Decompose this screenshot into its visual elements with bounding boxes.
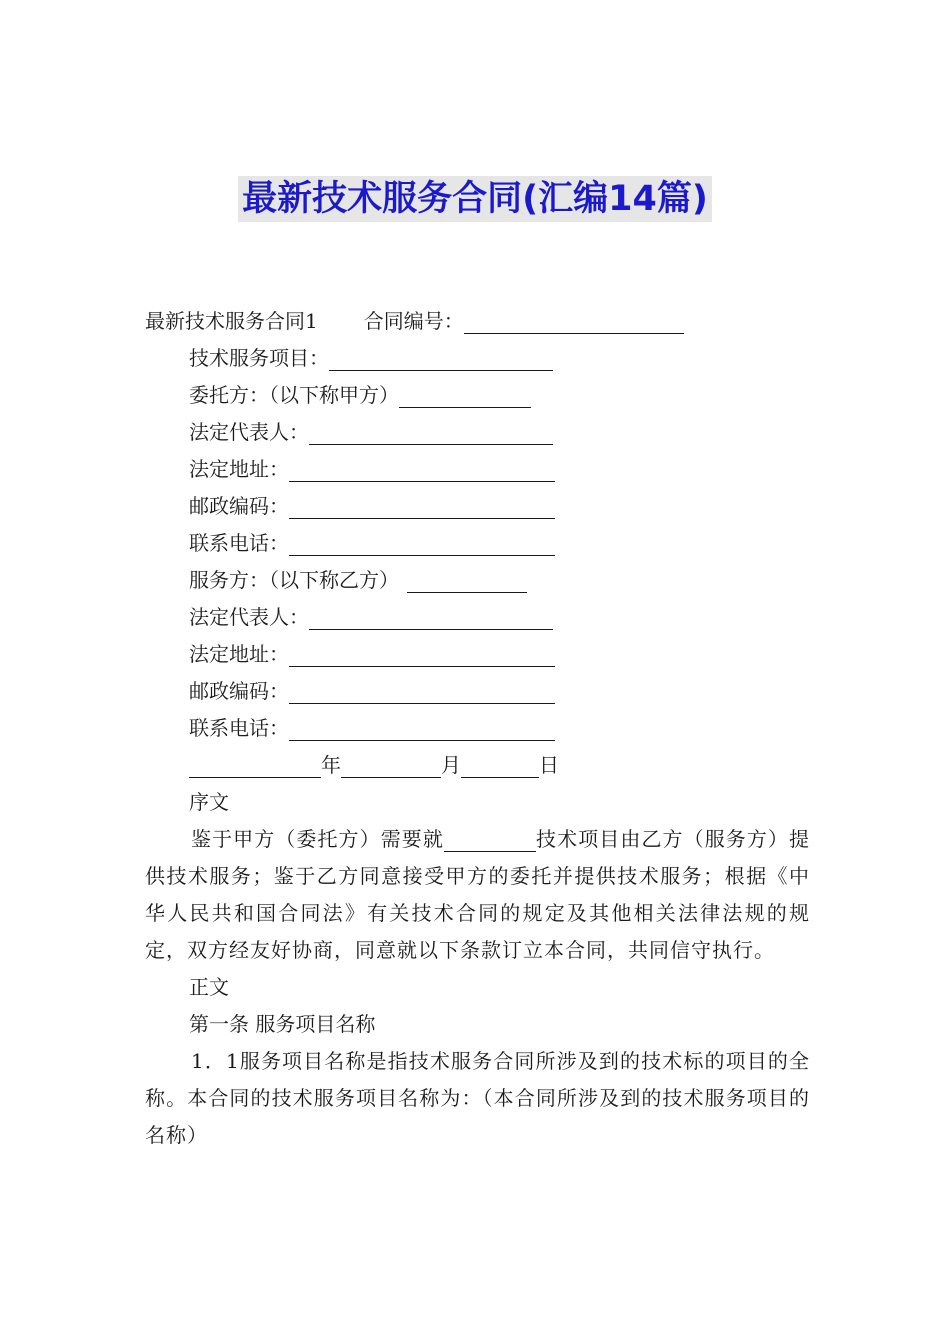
- day-blank: [461, 753, 539, 778]
- field-client-zip: [145, 488, 810, 525]
- field-label: 技术服务项目：: [189, 346, 329, 370]
- year-label: 年: [321, 753, 341, 777]
- date-line: [145, 747, 810, 784]
- title-container: [0, 176, 950, 222]
- field-provider: [145, 562, 810, 599]
- field-label: 联系电话：: [189, 531, 289, 555]
- field-label: 委托方：（以下称甲方）: [189, 383, 399, 407]
- heading-text: 序文: [189, 790, 229, 814]
- field-service-item: [145, 340, 810, 377]
- month-blank: [341, 753, 441, 778]
- body-heading: [145, 969, 810, 1006]
- field-client-tel: [145, 525, 810, 562]
- month-label: 月: [441, 753, 461, 777]
- field-client: [145, 377, 810, 414]
- field-provider-addr: [145, 636, 810, 673]
- field-blank: [289, 494, 555, 519]
- field-blank: [309, 420, 553, 445]
- field-blank: [289, 716, 555, 741]
- field-provider-zip: [145, 673, 810, 710]
- field-blank: [289, 679, 555, 704]
- article1-text: 1．1服务项目名称是指技术服务合同所涉及到的技术标的项目的全称。本合同的技术服务项目名称为：（本合同所涉及到的技术服务项目的名称）: [145, 1049, 810, 1147]
- field-blank: [289, 642, 555, 667]
- field-client-rep: [145, 414, 810, 451]
- field-label: 服务方：（以下称乙方）: [189, 568, 399, 592]
- field-blank: [329, 346, 553, 371]
- field-provider-tel: [145, 710, 810, 747]
- document-body: [145, 303, 810, 1154]
- field-blank: [289, 531, 555, 556]
- field-label: 法定代表人：: [189, 605, 309, 629]
- contract-no-blank: [464, 309, 684, 334]
- field-label: 邮政编码：: [189, 679, 289, 703]
- header-line: [145, 303, 810, 340]
- project-blank: [444, 827, 536, 852]
- heading-text: 正文: [189, 975, 229, 999]
- year-blank: [189, 753, 321, 778]
- field-label: 法定代表人：: [189, 420, 309, 444]
- article1-heading: [145, 1006, 810, 1043]
- preface-paragraph: [145, 821, 810, 969]
- document-title: 最新技术服务合同(汇编14篇): [238, 176, 712, 222]
- preface-text-b: 技术项目由乙方（服务方）提供技术服务；鉴于乙方同意接受甲方的委托并提供技术服务；根据《中华人民共和国合同法》有关技术合同的规定及其他相关法律法规的规定，双方经友好协商，同意就以下条款订立本合同，共同信守执行。: [145, 827, 811, 962]
- field-blank: [289, 457, 555, 482]
- field-blank: [309, 605, 553, 630]
- contract-no-label: 合同编号：: [363, 309, 464, 333]
- field-provider-rep: [145, 599, 810, 636]
- field-blank: [399, 383, 531, 408]
- field-label: 联系电话：: [189, 716, 289, 740]
- field-client-addr: [145, 451, 810, 488]
- preface-heading: [145, 784, 810, 821]
- article1-paragraph: [145, 1043, 810, 1154]
- field-label: 邮政编码：: [189, 494, 289, 518]
- field-label: 法定地址：: [189, 642, 289, 666]
- field-blank: [407, 568, 527, 593]
- doc-name: 最新技术服务合同1: [145, 309, 318, 333]
- preface-text-a: 鉴于甲方（委托方）需要就: [191, 827, 444, 851]
- field-label: 法定地址：: [189, 457, 289, 481]
- day-label: 日: [539, 753, 559, 777]
- heading-text: 第一条 服务项目名称: [189, 1012, 376, 1036]
